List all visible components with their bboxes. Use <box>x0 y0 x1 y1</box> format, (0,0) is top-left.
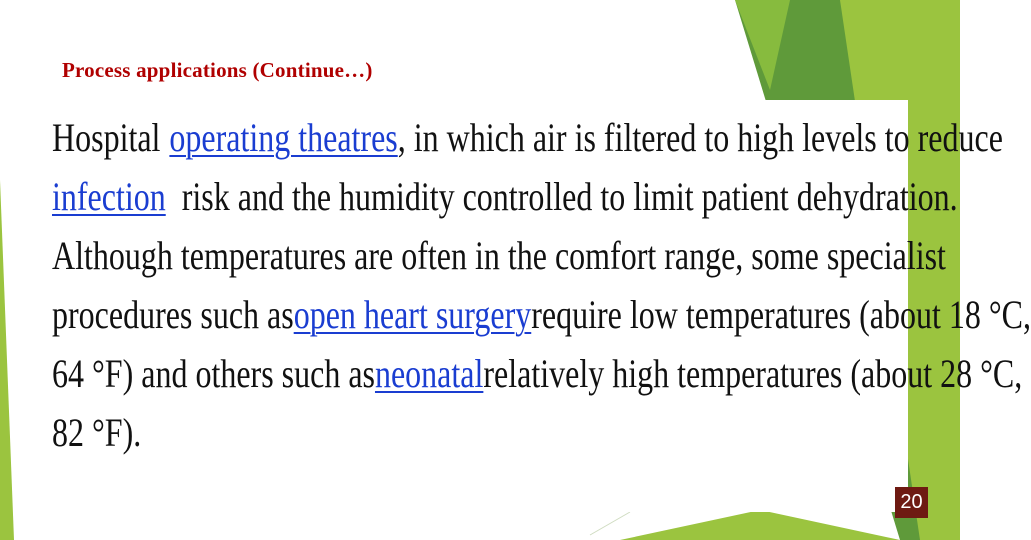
link-operating-theatres[interactable]: operating theatres <box>169 115 398 160</box>
text: relatively high temperatures (about 28 °C, <box>483 351 1023 396</box>
slide-title: Process applications (Continue…) <box>62 58 373 82</box>
link-open-heart-surgery[interactable]: open heart surgery <box>293 292 532 337</box>
left-green-sliver <box>0 180 14 540</box>
bottom-green-strip <box>620 510 900 540</box>
text: Hospital <box>52 115 161 160</box>
text: 82 °F). <box>52 410 142 455</box>
text: risk and the humidity controlled to limit patient dehydration. <box>181 174 958 219</box>
text: procedures such as <box>52 292 294 337</box>
thin-accent-line <box>590 512 630 535</box>
text: Although temperatures are often in the comfort range, some specialist <box>52 233 946 278</box>
paragraph-line-3 <box>52 226 946 285</box>
link-neonatal[interactable]: neonatal <box>374 351 484 396</box>
paragraph-line-5 <box>52 344 1023 403</box>
paragraph-line-1 <box>52 108 1003 167</box>
text: 64 °F) and others such as <box>52 351 375 396</box>
text: , in which air is filtered to high levels to reduce <box>397 115 1003 160</box>
page-number: 20 <box>895 487 928 518</box>
body-paragraph <box>52 108 1031 462</box>
link-infection[interactable]: infection <box>52 174 166 219</box>
paragraph-line-2 <box>52 167 958 226</box>
text: require low temperatures (about 18 °C, <box>531 292 1031 337</box>
paragraph-line-6 <box>52 403 902 462</box>
paragraph-line-4 <box>52 285 1031 344</box>
line-rest <box>160 108 1002 167</box>
